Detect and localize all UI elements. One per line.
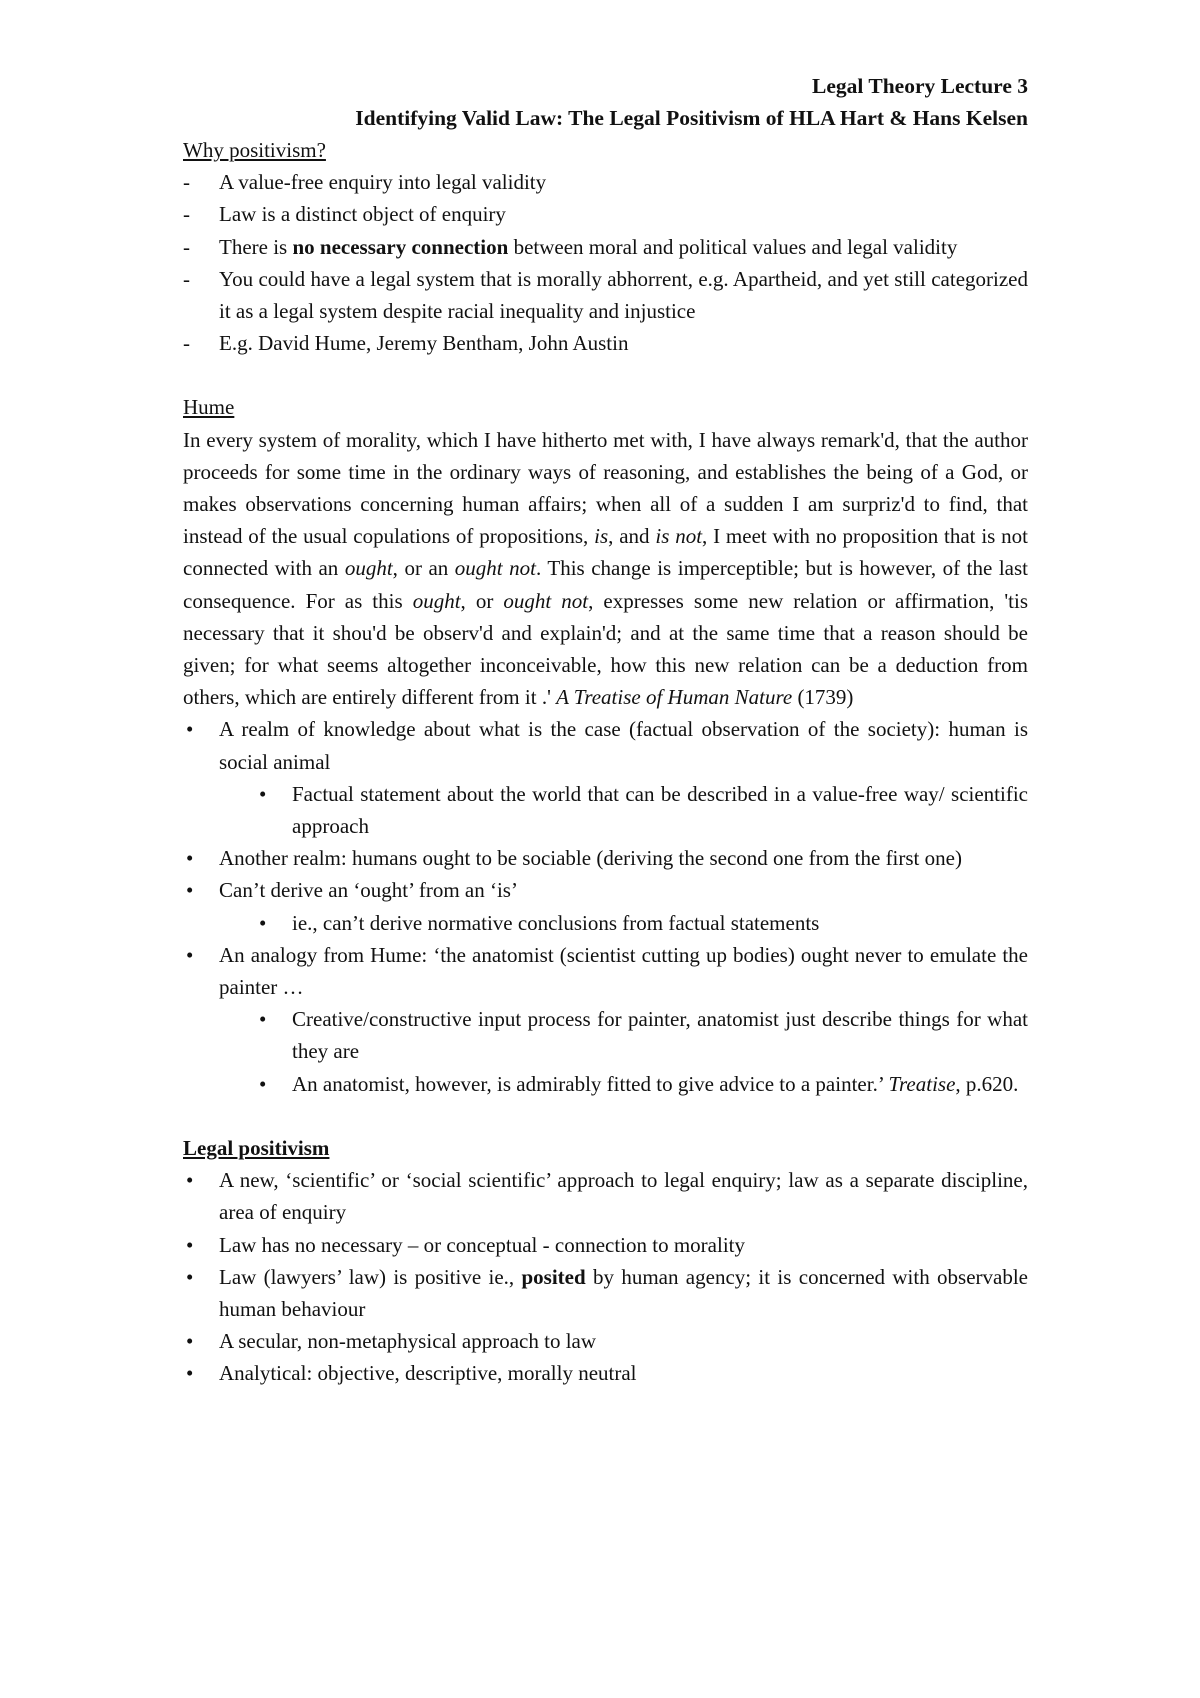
italic-term: ought — [412, 588, 461, 613]
list-item: • Analytical: objective, descriptive, morally neutral — [183, 1357, 1028, 1389]
list-item: - Law is a distinct object of enquiry — [183, 198, 1028, 230]
list-item — [183, 1261, 1028, 1325]
italic-term: ought not — [454, 556, 536, 581]
list-item: • Law has no necessary – or conceptual - connection to morality — [183, 1229, 1028, 1261]
italic-term: ought — [344, 556, 393, 581]
legal-positivism-heading: Legal positivism — [183, 1135, 330, 1160]
bold-phrase: no necessary connection — [292, 234, 509, 259]
source-year: (1739) — [792, 685, 854, 710]
italic-term: is not — [655, 524, 703, 549]
list-item: • Creative/constructive input process for painter, anatomist just describe things for what they are — [183, 1003, 1028, 1067]
text-segment: There is — [219, 234, 293, 259]
citation-page: , p.620. — [955, 1071, 1019, 1096]
why-positivism-list — [183, 166, 1028, 359]
list-item: - E.g. David Hume, Jeremy Bentham, John Austin — [183, 327, 1028, 359]
text-segment: Law (lawyers’ law) is positive ie., — [219, 1264, 522, 1289]
text-segment: An anatomist, however, is admirably fitted to give advice to a painter.’ — [292, 1071, 889, 1096]
text-segment: , I meet with no proposition that is not connected with an — [183, 524, 1028, 581]
text-segment: between moral and political values and legal validity — [508, 234, 958, 259]
list-item — [183, 231, 1028, 263]
text-segment: , or an — [392, 556, 455, 581]
list-item: • A new, ‘scientific’ or ‘social scientific’ approach to legal enquiry; law as a separate discipline, area of enquiry — [183, 1164, 1028, 1228]
list-item: • Factual statement about the world that can be described in a value-free way/ scientific approach — [183, 778, 1028, 842]
text-segment: . This change is imperceptible; but is however, of the last consequence. For as this — [183, 556, 1028, 613]
list-item — [183, 1068, 1028, 1100]
document-header — [183, 70, 1028, 134]
list-item: • An analogy from Hume: ‘the anatomist (scientist cutting up bodies) ought never to emulate the painter … — [183, 939, 1028, 1003]
text-segment: , or — [460, 588, 504, 613]
list-item: • ie., can’t derive normative conclusions from factual statements — [183, 907, 1028, 939]
italic-term: is — [594, 524, 609, 549]
italic-term: ought not — [503, 588, 589, 613]
list-item: • Can’t derive an ‘ought’ from an ‘is’ — [183, 874, 1028, 906]
text-segment: In every system of morality, which I have hitherto met with, I have always remark'd, that the author proceeds for some time in the ordinary ways of reasoning, and establishes the being of a God, or makes observations concerning human affairs; when all of a sudden I am surpriz'd to find, that instead of the usual copulations of propositions, — [183, 427, 1028, 549]
why-positivism-heading: Why positivism? — [183, 138, 326, 162]
bold-phrase: posited — [521, 1264, 586, 1289]
list-item: • Another realm: humans ought to be sociable (deriving the second one from the first one) — [183, 842, 1028, 874]
lecture-subtitle: Identifying Valid Law: The Legal Positivism of HLA Hart & Hans Kelsen — [355, 106, 1028, 130]
list-item: - You could have a legal system that is morally abhorrent, e.g. Apartheid, and yet still categorized it as a legal system despite racial inequality and injustice — [183, 263, 1028, 327]
text-segment: , and — [608, 524, 656, 549]
hume-heading: Hume — [183, 395, 235, 420]
lecture-title: Legal Theory Lecture 3 — [812, 74, 1028, 98]
hume-quote — [183, 424, 1028, 714]
text-segment: by human agency; it is concerned with observable human behaviour — [219, 1264, 1028, 1321]
hume-points — [183, 713, 1028, 1099]
list-item: • A realm of knowledge about what is the case (factual observation of the society): human is social animal — [183, 713, 1028, 777]
source-title: A Treatise of Human Nature — [556, 685, 793, 710]
citation-title: Treatise — [888, 1071, 956, 1096]
document-page — [183, 70, 1028, 1390]
list-item: - A value-free enquiry into legal validity — [183, 166, 1028, 198]
legal-positivism-list — [183, 1164, 1028, 1389]
text-segment: , expresses some new relation or affirmation, 'tis necessary that it shou'd be observ'd and explain'd; and at the same time that a reason should be given; for what seems altogether inconceivable, how this new relation can be a deduction from others, which are entirely different from it .' — [183, 588, 1028, 710]
list-item: • A secular, non-metaphysical approach to law — [183, 1325, 1028, 1357]
